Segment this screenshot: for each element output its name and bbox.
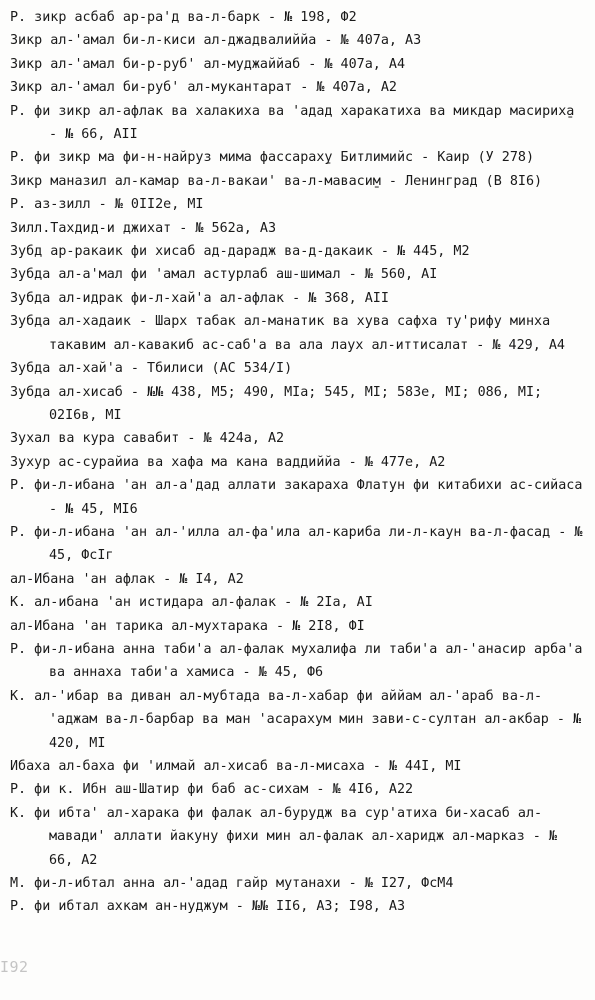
bibliography-entry: Зикр ал-'амал би-р-руб' ал-муджаййаб - № 407а, А4 [10,56,406,72]
bibliography-entry: Зикр ал-'амал би-руб' ал-мукантарат - № 407а, А2 [10,80,397,96]
bibliography-entry: Р. фи-л-ибана 'ан ал-а'дад аллати закараха Флатун фи китабихи ас-сийаса - № 45, МI6 [10,478,583,517]
page-number: I92 [0,958,29,976]
bibliography-entry: Р. фи зикр ма фи-н-найруз мима фассарах̱у Битлимийс - Каир (У 278) [10,150,535,166]
bibliography-entry: Р. фи-л-ибана 'ан ал-'илла ал-фа'ила ал-кариба ли-л-каун ва-л-фасад - № 45, ФсIг [10,524,583,564]
bibliography-entry: Зилл.Тахдид-и джихат - № 562а, А3 [10,220,277,236]
bibliography-entry: Зухал ва кура савабит - № 424а, А2 [10,431,285,447]
bibliography-entry: Зубда ал-хадаик - Шарх табак ал-манатик ва хува сафха ту'рифу минха такавим ал-кавакиб ас-саб'а ва ала лаух ал-иттисалат - № 429, А4 [10,314,565,353]
bibliography-entry: Зубда ал-хисаб - №№ 438, М5; 490, МIа; 545, МI; 583е, МI; 086, МI; 02I6в, МI [10,384,543,423]
bibliography-entry: Зикр маназил ал-камар ва-л-вакаи' ва-л-маваси̱м - Ленинград (В 8I6) [10,173,543,189]
bibliography-entry: Зикр ал-'амал би-л-киси ал-джадвалиййа - № 407а, А3 [10,33,422,49]
bibliography-list [10,6,585,919]
bibliography-entry: Зубда ал-идрак фи-л-хай'а ал-афлак - № 368, АII [10,290,389,306]
bibliography-entry: М. фи-л-ибтал анна ал-'адад гайр мутанахи - № I27, ФсМ4 [10,876,454,892]
bibliography-entry: Р. аз-зилл - № 0II2е, МI [10,197,204,213]
bibliography-entry: Ибаха ал-баха фи 'илмай ал-хисаб ва-л-мисаха - № 44I, МI [10,759,462,774]
bibliography-entry: Р. фи к. Ибн аш-Шатир фи баб ас-сихам - № 4I6, А22 [10,782,414,798]
bibliography-entry: Р. зикр асбаб ар-ра'д ва-л-барк - № 198, Ф2 [10,10,357,25]
bibliography-entry: ал-Ибана 'ан тарика ал-мухтарака - № 2I8, ФI [10,618,365,634]
bibliography-entry: К. ал-ибана 'ан истидара ал-фалак - № 2Iа, АI [10,595,373,611]
bibliography-entry: К. фи ибта' ал-харака фи фалак ал-бурудж ва сур'атиха би-хасаб ал-мавади' аллати йакуну фихи мин ал-фалак ал-харидж ал-марказ - № 66, А2 [10,805,557,868]
bibliography-entry: Зубд ар-ракаик фи хисаб ад-дарадж ва-д-дакаик - № 445, М2 [10,244,470,260]
bibliography-entry: Зухур ас-сурайиа ва хафа ма кана ваддиййа - № 477е, А2 [10,454,446,470]
bibliography-entry: ал-Ибана 'ан афлак - № I4, А2 [10,571,244,587]
bibliography-entry: К. ал-'ибар ва диван ал-мубтада ва-л-хабар фи аййам ал-'араб ва-л-'аджам ва-л-барбар ва ман 'асарахум мин зави-с-султан ал-акбар - № 420, МI [10,688,582,751]
bibliography-entry: Р. фи зикр ал-афлак ва халакиха ва 'адад харакатиха ва микдар масирих̱а - № 66, АII [10,103,575,143]
bibliography-entry: Р. фи ибтал ахкам ан-нуджум - №№ II6, А3; I98, А3 [10,899,406,915]
bibliography-entry: Зубда ал-а'мал фи 'амал астурлаб аш-шимал - № 560, АI [10,267,438,283]
bibliography-entry: Р. фи-л-ибана анна таби'а ал-фалак мухалифа ли таби'а ал-'анасир арба'а ва аннаха таби'а хамиса - № 45, Ф6 [10,641,583,681]
bibliography-entry: Зубда ал-хай'а - Тбилиси (АС 534/I) [10,361,293,377]
